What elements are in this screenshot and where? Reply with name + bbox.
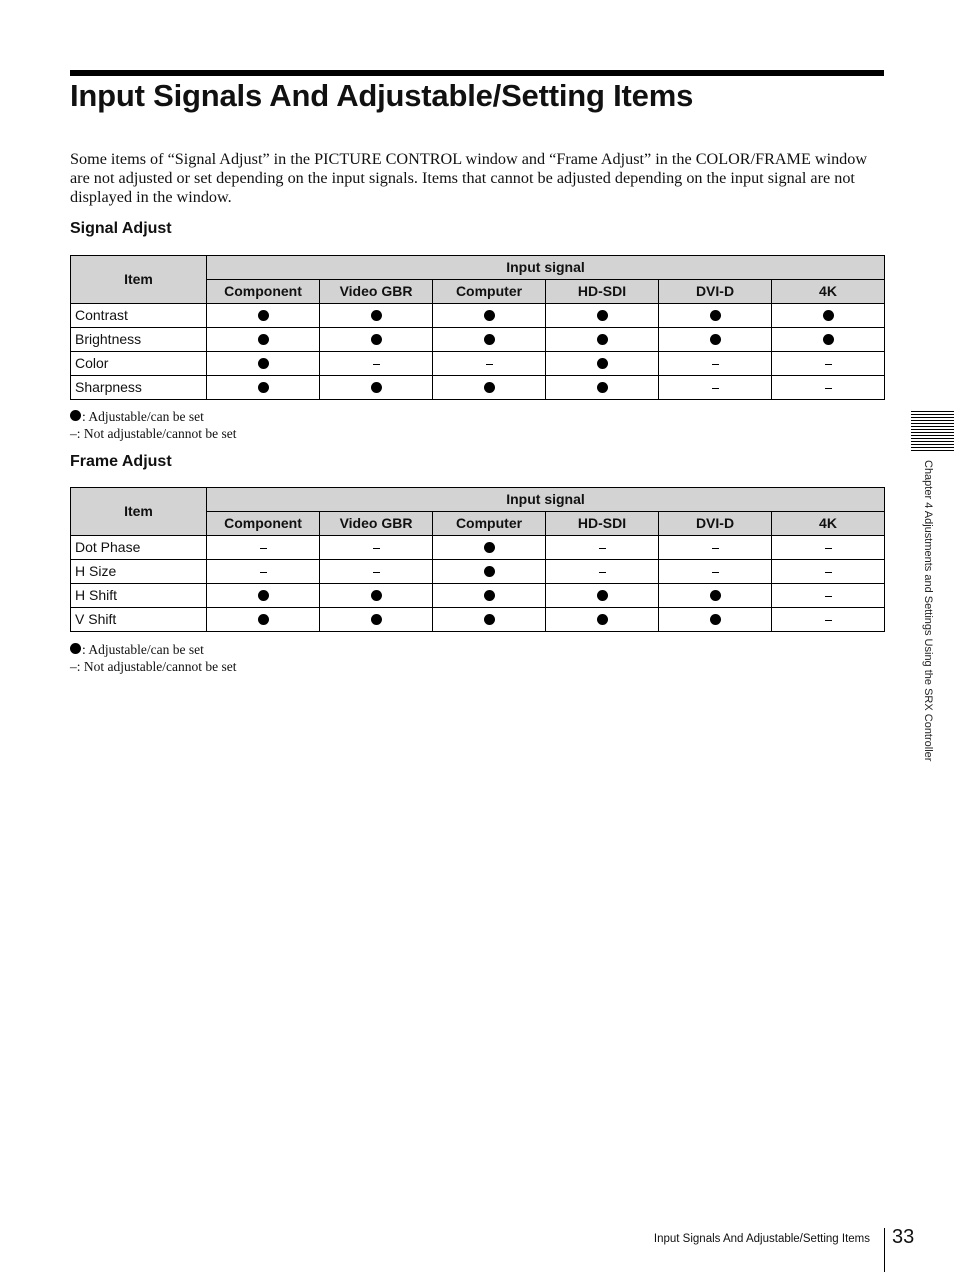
filled-circle-icon	[710, 334, 721, 345]
table-row	[71, 584, 885, 608]
legend-adjustable: : Adjustable/can be set	[70, 641, 236, 658]
table-cell	[772, 376, 885, 400]
table-cell	[546, 536, 659, 560]
table-cell	[659, 608, 772, 632]
column-header: DVI-D	[659, 280, 772, 304]
row-item-label: Dot Phase	[71, 536, 207, 560]
table-row	[71, 536, 885, 560]
row-item-label: Color	[71, 352, 207, 376]
footer-divider	[884, 1228, 885, 1272]
intro-paragraph: Some items of “Signal Adjust” in the PICTURE CONTROL window and “Frame Adjust” in the COLOR/FRAME window are not adjusted or set depending on the input signals. Items that cannot be adjusted depending on the input signal are not displayed in the window.	[70, 150, 868, 206]
signal-adjust-legend	[70, 408, 236, 442]
filled-circle-icon	[484, 566, 495, 577]
page-number: 33	[892, 1226, 915, 1248]
table-cell	[433, 584, 546, 608]
column-header: Computer	[433, 512, 546, 536]
filled-circle-icon	[258, 310, 269, 321]
table-cell	[546, 352, 659, 376]
filled-circle-icon	[597, 358, 608, 369]
filled-circle-icon	[484, 382, 495, 393]
column-header: HD-SDI	[546, 280, 659, 304]
table-cell	[207, 584, 320, 608]
dash-icon	[825, 596, 832, 597]
footer-title: Input Signals And Adjustable/Setting Items	[653, 1233, 870, 1245]
filled-circle-icon	[371, 382, 382, 393]
column-header: 4K	[772, 280, 885, 304]
dash-icon	[825, 388, 832, 389]
table-cell	[546, 376, 659, 400]
table-cell	[772, 584, 885, 608]
table-cell	[433, 352, 546, 376]
dash-icon	[599, 572, 606, 573]
legend-not-adjustable: –: Not adjustable/cannot be set	[70, 659, 237, 674]
filled-circle-icon	[258, 334, 269, 345]
filled-circle-icon	[258, 382, 269, 393]
table-cell	[320, 608, 433, 632]
frame-adjust-table	[70, 487, 885, 632]
column-header: Component	[207, 512, 320, 536]
legend-not-adjustable: –: Not adjustable/cannot be set	[70, 426, 237, 441]
column-header: Video GBR	[320, 512, 433, 536]
table-cell	[320, 560, 433, 584]
filled-circle-icon	[484, 334, 495, 345]
row-item-label: Brightness	[71, 328, 207, 352]
row-item-label: V Shift	[71, 608, 207, 632]
table-cell	[320, 328, 433, 352]
table-cell	[207, 352, 320, 376]
dash-icon	[260, 548, 267, 549]
dash-icon	[260, 572, 267, 573]
filled-circle-icon	[258, 358, 269, 369]
table-row	[71, 352, 885, 376]
row-item-label: H Size	[71, 560, 207, 584]
filled-circle-icon	[484, 310, 495, 321]
input-signal-header: Input signal	[207, 488, 885, 512]
table-cell	[320, 584, 433, 608]
filled-circle-icon	[484, 614, 495, 625]
filled-circle-icon	[70, 643, 81, 654]
filled-circle-icon	[70, 410, 81, 421]
table-cell	[659, 584, 772, 608]
table-cell	[207, 304, 320, 328]
filled-circle-icon	[258, 614, 269, 625]
signal-adjust-table	[70, 255, 885, 400]
table-cell	[207, 328, 320, 352]
dash-icon	[712, 388, 719, 389]
dash-icon	[599, 548, 606, 549]
table-cell	[772, 328, 885, 352]
page-title: Input Signals And Adjustable/Setting Items	[70, 78, 694, 113]
table-cell	[659, 536, 772, 560]
table-cell	[320, 536, 433, 560]
table-cell	[546, 304, 659, 328]
table-cell	[772, 352, 885, 376]
dash-icon	[373, 548, 380, 549]
filled-circle-icon	[371, 310, 382, 321]
dash-icon	[825, 572, 832, 573]
filled-circle-icon	[823, 334, 834, 345]
filled-circle-icon	[710, 614, 721, 625]
table-row	[71, 376, 885, 400]
table-cell	[659, 376, 772, 400]
table-cell	[433, 328, 546, 352]
filled-circle-icon	[484, 590, 495, 601]
column-header: HD-SDI	[546, 512, 659, 536]
input-signal-header: Input signal	[207, 256, 885, 280]
table-cell	[433, 608, 546, 632]
table-cell	[207, 608, 320, 632]
signal-adjust-heading: Signal Adjust	[70, 220, 172, 237]
filled-circle-icon	[710, 310, 721, 321]
filled-circle-icon	[371, 614, 382, 625]
table-row	[71, 304, 885, 328]
filled-circle-icon	[823, 310, 834, 321]
table-cell	[433, 376, 546, 400]
table-row	[71, 608, 885, 632]
filled-circle-icon	[597, 382, 608, 393]
dash-icon	[486, 364, 493, 365]
filled-circle-icon	[597, 614, 608, 625]
dash-icon	[373, 572, 380, 573]
table-row	[71, 328, 885, 352]
dash-icon	[373, 364, 380, 365]
dash-icon	[825, 364, 832, 365]
frame-adjust-heading: Frame Adjust	[70, 453, 172, 470]
filled-circle-icon	[597, 590, 608, 601]
chapter-tab-stripes	[911, 411, 954, 452]
column-header: DVI-D	[659, 512, 772, 536]
table-cell	[320, 304, 433, 328]
dash-icon	[825, 620, 832, 621]
dash-icon	[712, 548, 719, 549]
item-header: Item	[71, 256, 207, 304]
top-rule	[70, 70, 884, 76]
filled-circle-icon	[371, 590, 382, 601]
row-item-label: H Shift	[71, 584, 207, 608]
table-cell	[772, 560, 885, 584]
table-cell	[207, 376, 320, 400]
filled-circle-icon	[710, 590, 721, 601]
frame-adjust-legend	[70, 641, 236, 675]
table-cell	[433, 536, 546, 560]
dash-icon	[825, 548, 832, 549]
row-item-label: Sharpness	[71, 376, 207, 400]
table-cell	[659, 304, 772, 328]
table-cell	[320, 376, 433, 400]
column-header: Video GBR	[320, 280, 433, 304]
table-cell	[320, 352, 433, 376]
table-cell	[659, 328, 772, 352]
table-cell	[772, 304, 885, 328]
table-cell	[546, 608, 659, 632]
filled-circle-icon	[371, 334, 382, 345]
table-cell	[772, 536, 885, 560]
filled-circle-icon	[484, 542, 495, 553]
dash-icon	[712, 572, 719, 573]
legend-adjustable: : Adjustable/can be set	[70, 408, 236, 425]
table-cell	[433, 560, 546, 584]
table-cell	[433, 304, 546, 328]
table-cell	[546, 584, 659, 608]
table-cell	[659, 352, 772, 376]
filled-circle-icon	[597, 334, 608, 345]
filled-circle-icon	[258, 590, 269, 601]
table-cell	[546, 328, 659, 352]
table-row	[71, 560, 885, 584]
table-cell	[659, 560, 772, 584]
chapter-tab-label: Chapter 4 Adjustments and Settings Using the SRX Controller	[922, 460, 934, 762]
column-header: Component	[207, 280, 320, 304]
table-cell	[546, 560, 659, 584]
row-item-label: Contrast	[71, 304, 207, 328]
filled-circle-icon	[597, 310, 608, 321]
dash-icon	[712, 364, 719, 365]
column-header: Computer	[433, 280, 546, 304]
table-cell	[207, 536, 320, 560]
table-cell	[207, 560, 320, 584]
item-header: Item	[71, 488, 207, 536]
column-header: 4K	[772, 512, 885, 536]
table-cell	[772, 608, 885, 632]
